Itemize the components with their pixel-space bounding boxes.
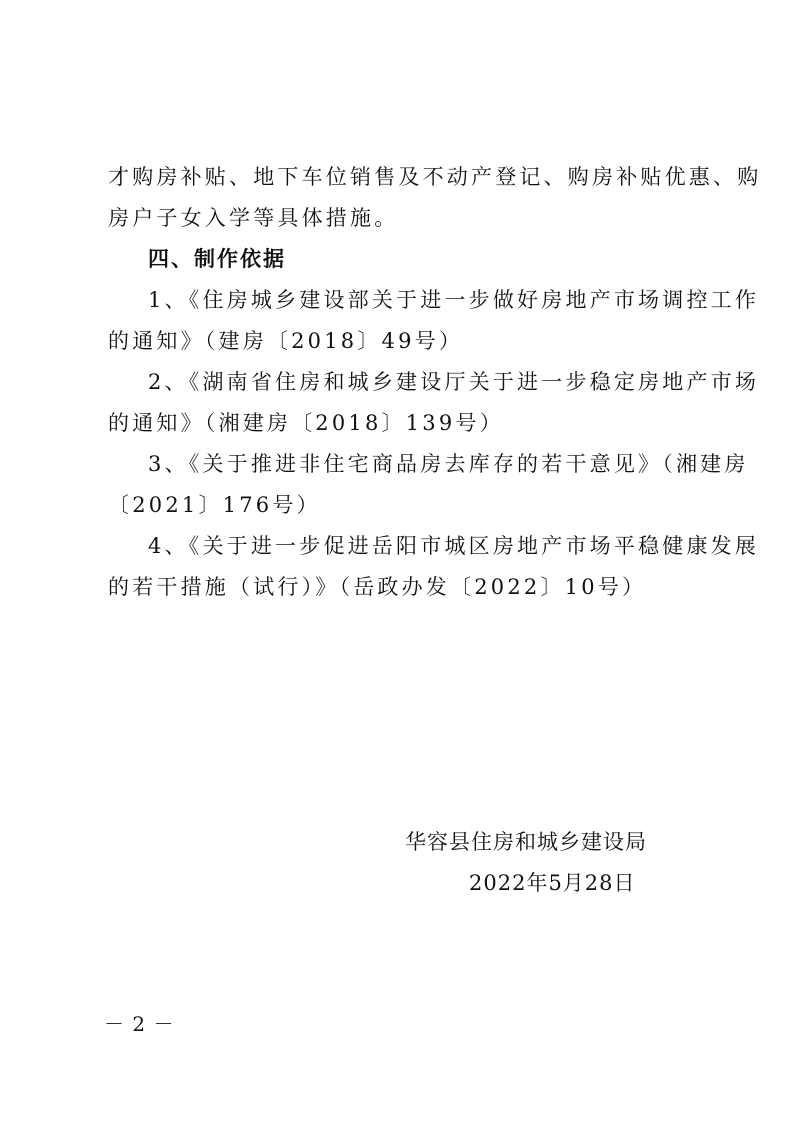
reference-item-3: 3、《关于推进非住宅商品房去库存的若干意见》（湘建房 (148, 452, 749, 476)
paragraph-line: 才购房补贴、地下车位销售及不动产登记、购房补贴优惠、购 (108, 165, 762, 189)
page-number: － 2 － (104, 1012, 175, 1036)
reference-item-1: 1、《住房城乡建设部关于进一步做好房地产市场调控工作 (148, 288, 760, 312)
reference-item-2: 2、《湖南省住房和城乡建设厅关于进一步稳定房地产市场 (148, 370, 760, 394)
signature-organization: 华容县住房和城乡建设局 (405, 830, 647, 854)
reference-item-3-cont: 〔2021〕176号） (108, 493, 321, 517)
reference-item-2-cont: 的通知》（湘建房〔2018〕139号） (108, 411, 504, 435)
section-heading: 四、制作依据 (148, 247, 286, 271)
signature-date: 2022年5月28日 (469, 871, 636, 895)
reference-item-4-cont: 的若干措施（试行）》（岳政办发〔2022〕10号） (108, 575, 647, 599)
reference-item-4: 4、《关于进一步促进岳阳市城区房地产市场平稳健康发展 (148, 534, 760, 558)
paragraph-line: 房户子女入学等具体措施。 (108, 206, 399, 230)
reference-item-1-cont: 的通知》（建房〔2018〕49号） (108, 329, 464, 353)
